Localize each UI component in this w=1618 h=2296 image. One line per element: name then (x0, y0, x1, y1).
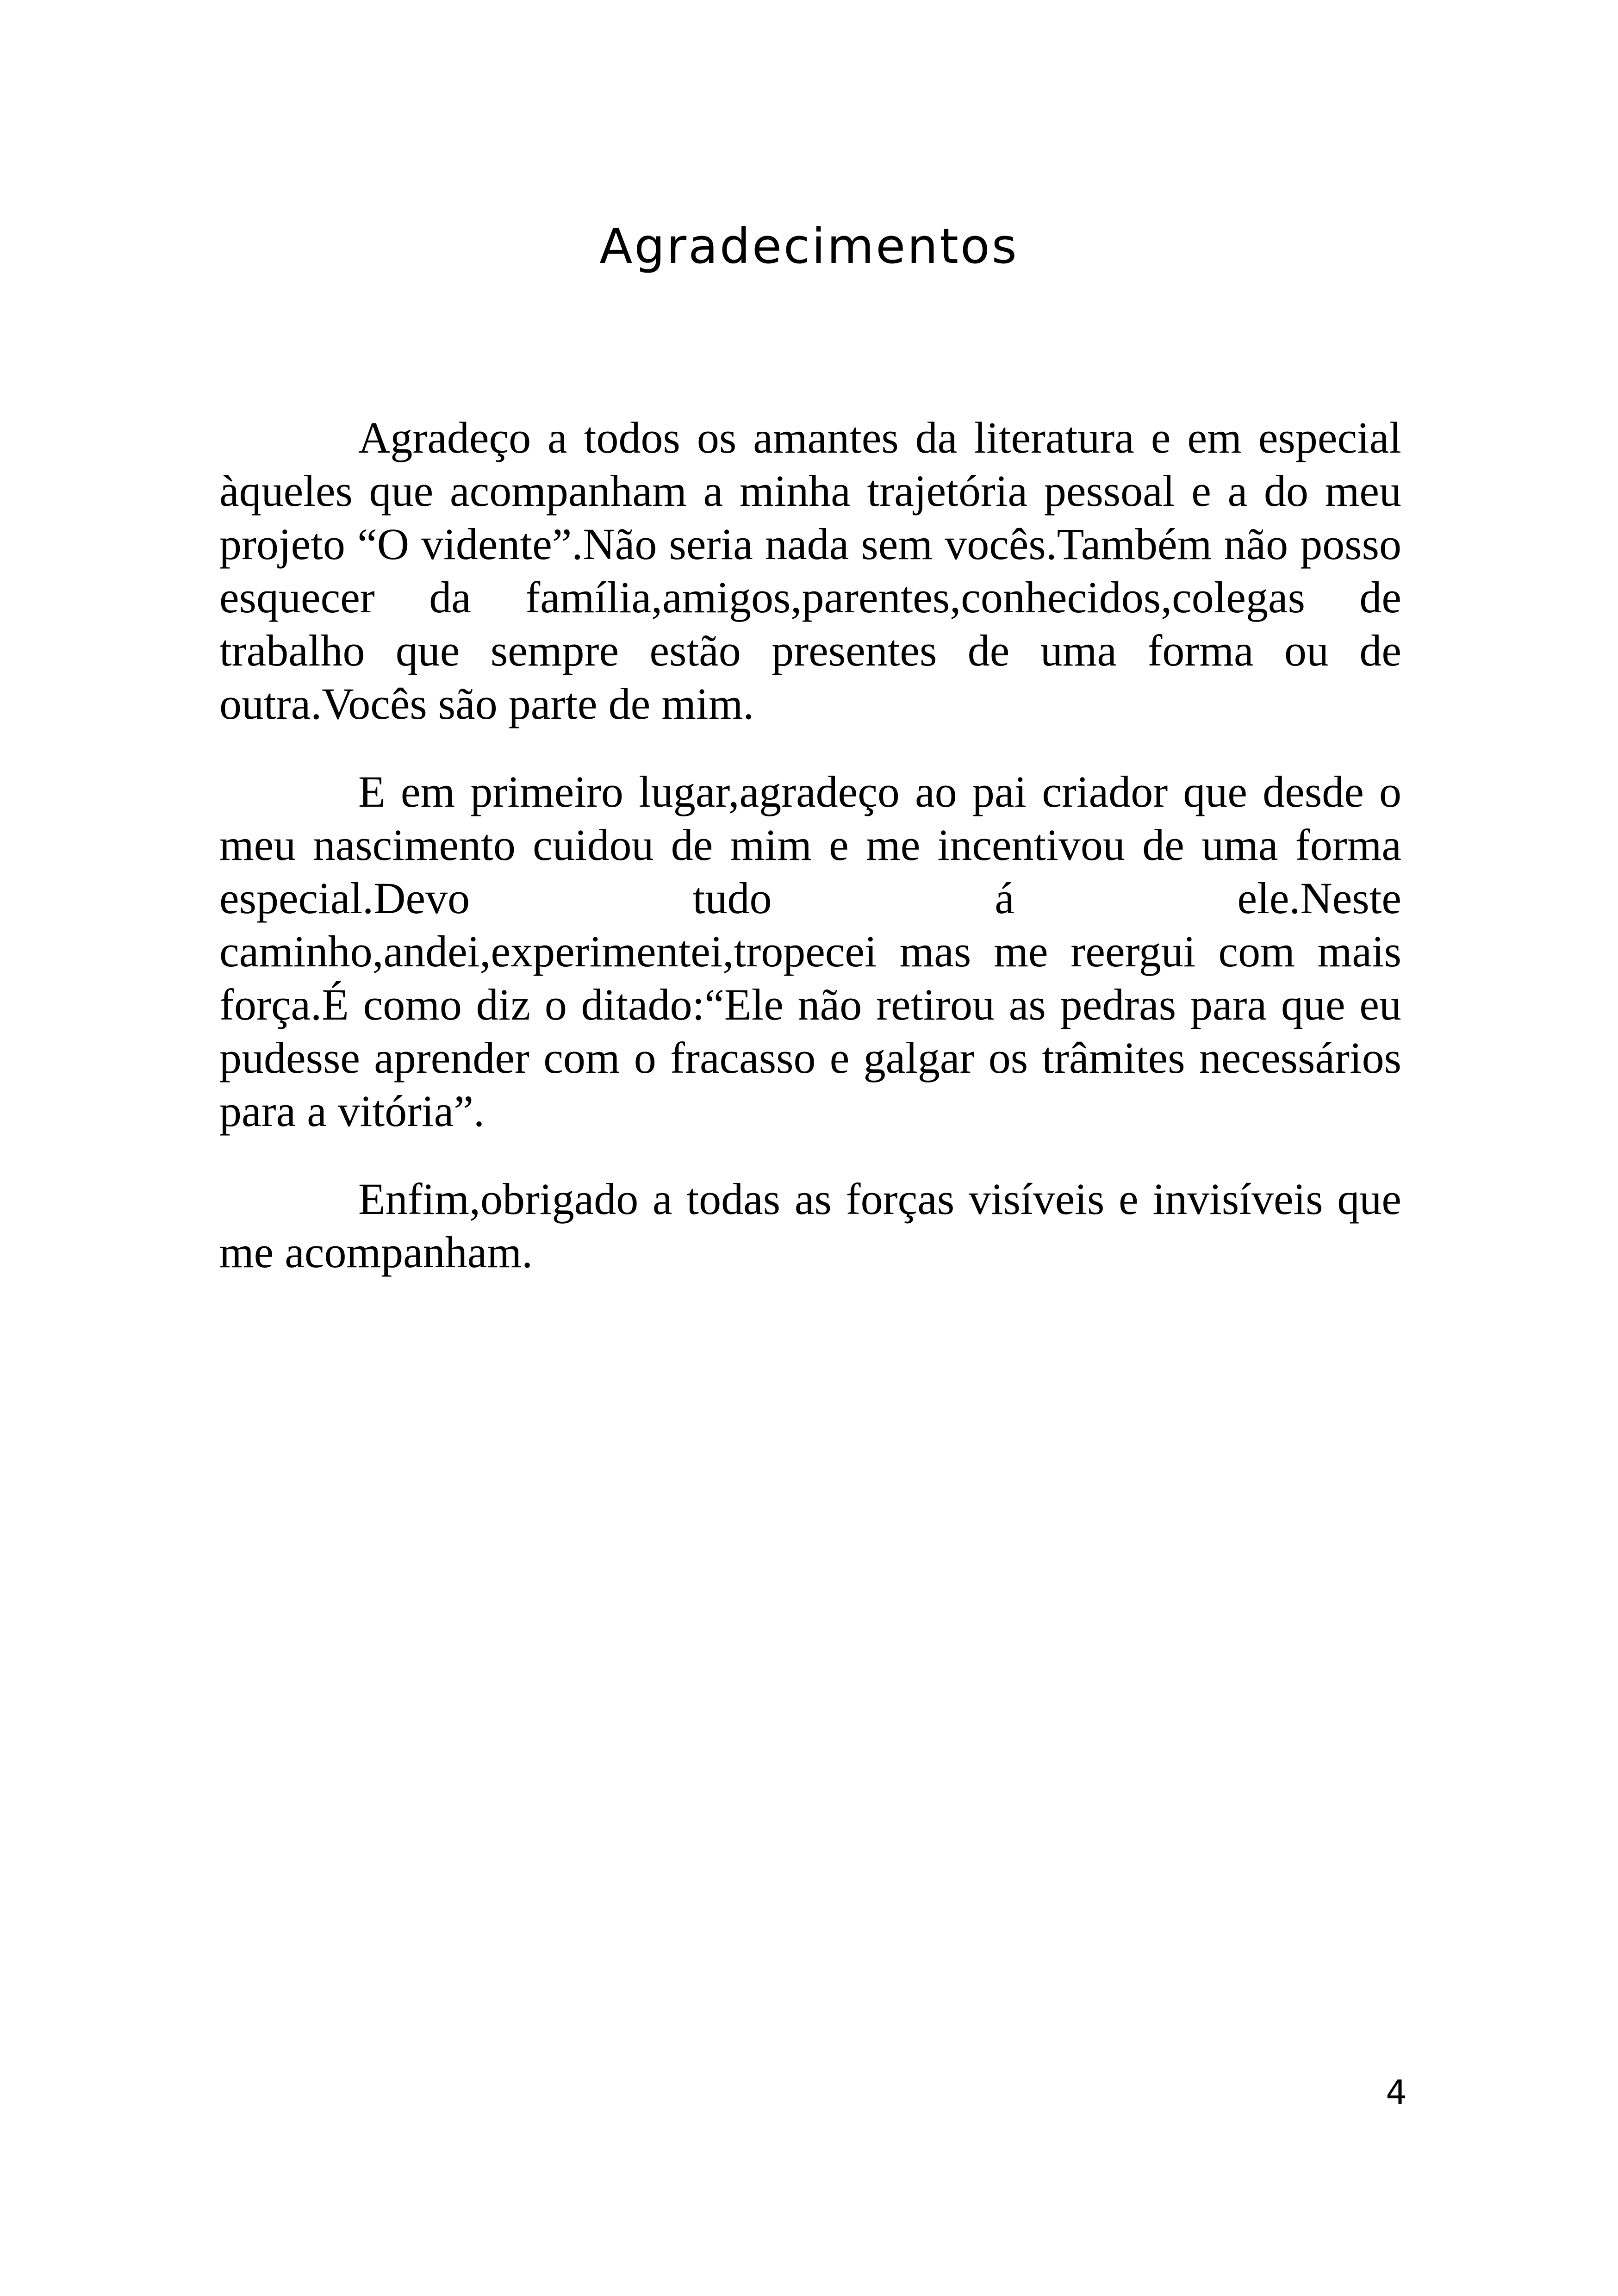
paragraph-2: E em primeiro lugar,agradeço ao pai criador que desde o meu nascimento cuidou de mim e me incentivou de uma forma especial.Devo tudo á ele.Neste caminho,andei,experimentei,tropecei mas me reergui com mais força.É como diz o ditado:“Ele não retirou as pedras para que eu pudesse aprender com o fracasso e galgar os trâmites necessários para a vitória”. (219, 767, 1401, 1136)
page-title: Agradecimentos (599, 218, 1019, 274)
body-text (219, 411, 1401, 1313)
page-number: 4 (1386, 2073, 1407, 2112)
paragraph-3: Enfim,obrigado a todas as forças visíveis e invisíveis que me acompanham. (219, 1174, 1401, 1277)
paragraph-1: Agradeço a todos os amantes da literatura e em especial àqueles que acompanham a minha trajetória pessoal e a do meu projeto “O vidente”.Não seria nada sem vocês.Também não posso esquecer da família,amigos,parentes,conhecidos,colegas de trabalho que sempre estão presentes de uma forma ou de outra.Vocês são parte de mim. (219, 413, 1401, 728)
